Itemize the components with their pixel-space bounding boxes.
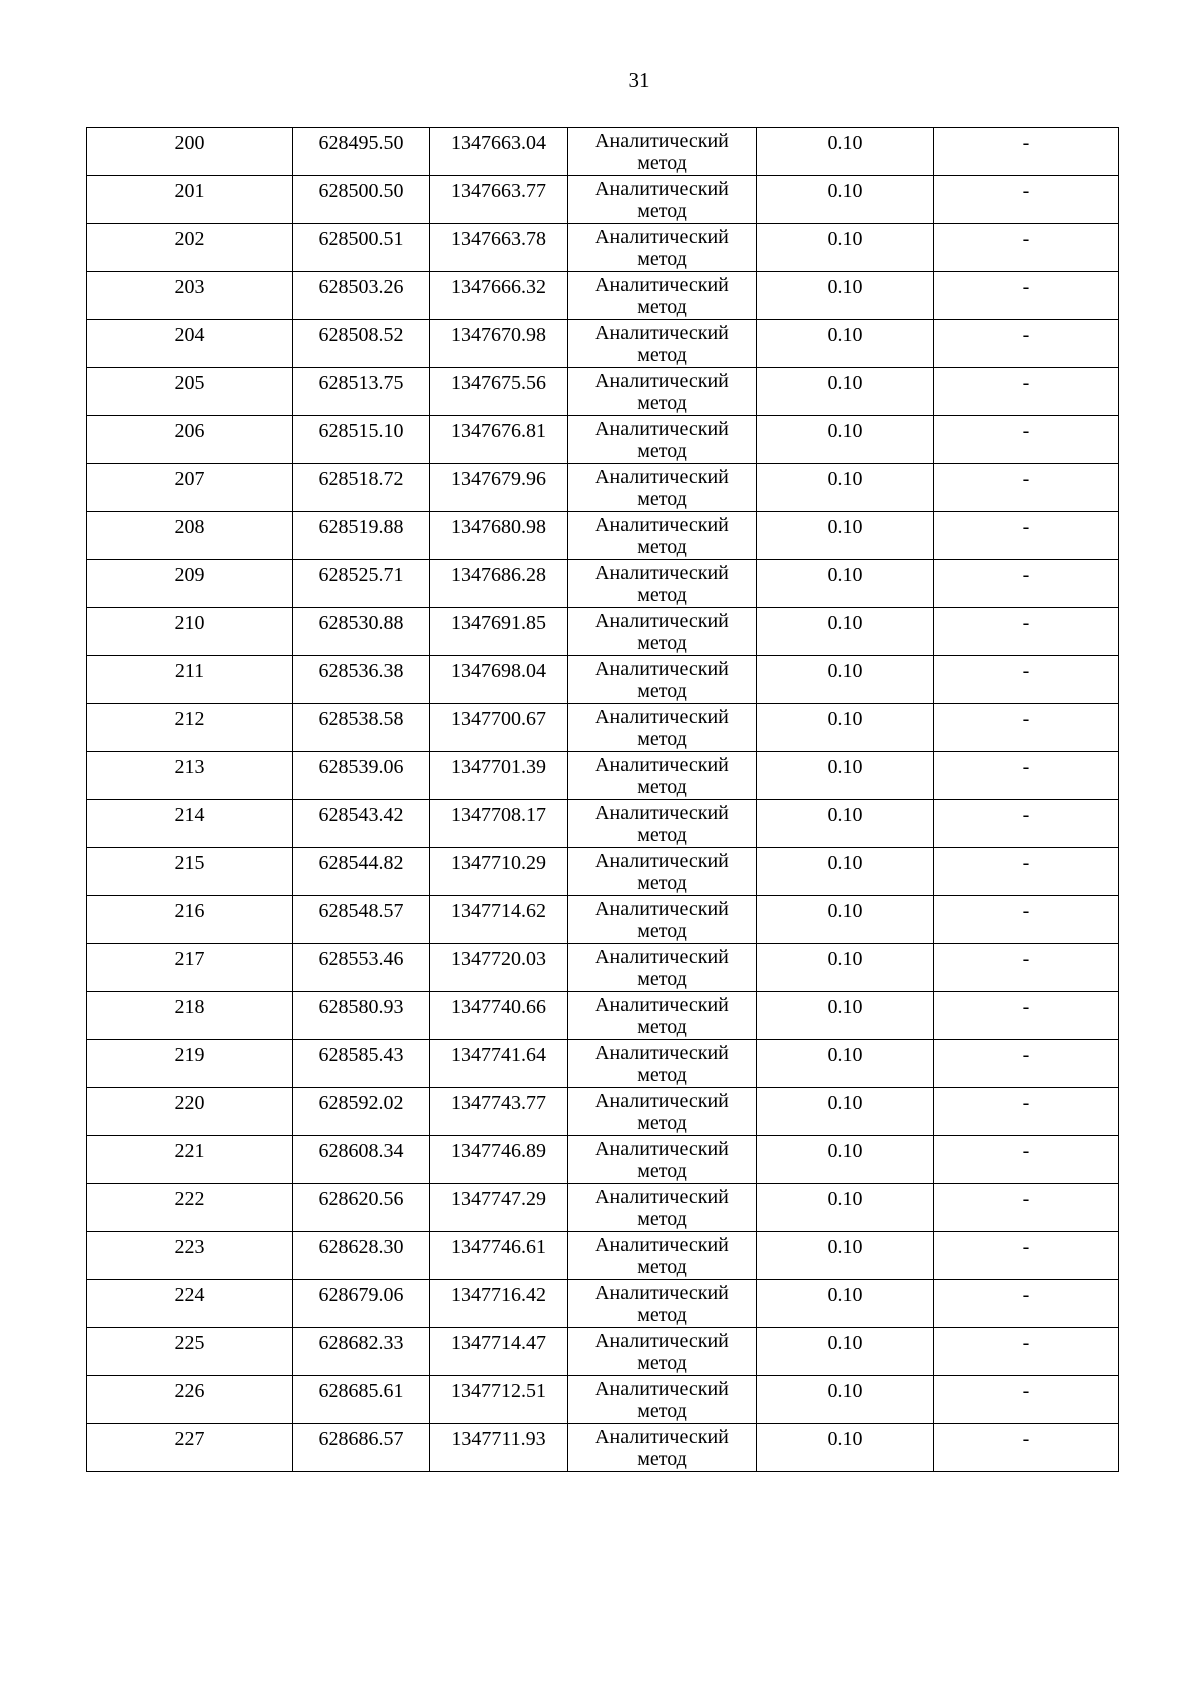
method-line-2: метод [637, 584, 687, 606]
method-line-1: Аналитический [595, 994, 729, 1016]
x-coordinate-cell: 628682.33 [293, 1328, 430, 1376]
table-row [87, 224, 1119, 272]
accuracy-cell: 0.10 [757, 944, 934, 992]
note-cell: - [934, 320, 1119, 368]
table-row [87, 1424, 1119, 1472]
method-cell [568, 464, 757, 512]
accuracy-cell: 0.10 [757, 1088, 934, 1136]
note-cell: - [934, 1040, 1119, 1088]
method-line-2: метод [637, 344, 687, 366]
point-number-cell: 219 [87, 1040, 293, 1088]
point-number-cell: 216 [87, 896, 293, 944]
note-cell: - [934, 608, 1119, 656]
method-line-1: Аналитический [595, 658, 729, 680]
accuracy-cell: 0.10 [757, 272, 934, 320]
table-row [87, 560, 1119, 608]
method-cell [568, 224, 757, 272]
x-coordinate-cell: 628500.51 [293, 224, 430, 272]
table-row [87, 1040, 1119, 1088]
table-row [87, 704, 1119, 752]
note-cell: - [934, 896, 1119, 944]
method-cell [568, 1040, 757, 1088]
method-line-1: Аналитический [595, 802, 729, 824]
x-coordinate-cell: 628513.75 [293, 368, 430, 416]
table-row [87, 800, 1119, 848]
method-cell [568, 1088, 757, 1136]
table-row [87, 992, 1119, 1040]
note-cell: - [934, 224, 1119, 272]
y-coordinate-cell: 1347720.03 [430, 944, 568, 992]
x-coordinate-cell: 628608.34 [293, 1136, 430, 1184]
note-cell: - [934, 416, 1119, 464]
accuracy-cell: 0.10 [757, 800, 934, 848]
y-coordinate-cell: 1347741.64 [430, 1040, 568, 1088]
table-row [87, 416, 1119, 464]
y-coordinate-cell: 1347747.29 [430, 1184, 568, 1232]
x-coordinate-cell: 628515.10 [293, 416, 430, 464]
point-number-cell: 203 [87, 272, 293, 320]
table-row [87, 176, 1119, 224]
table-row [87, 1232, 1119, 1280]
method-cell [568, 1376, 757, 1424]
y-coordinate-cell: 1347714.47 [430, 1328, 568, 1376]
note-cell: - [934, 848, 1119, 896]
coordinates-table-body [87, 128, 1119, 1472]
accuracy-cell: 0.10 [757, 320, 934, 368]
accuracy-cell: 0.10 [757, 224, 934, 272]
y-coordinate-cell: 1347710.29 [430, 848, 568, 896]
note-cell: - [934, 368, 1119, 416]
accuracy-cell: 0.10 [757, 368, 934, 416]
note-cell: - [934, 560, 1119, 608]
method-cell [568, 560, 757, 608]
method-line-2: метод [637, 680, 687, 702]
y-coordinate-cell: 1347663.78 [430, 224, 568, 272]
method-cell [568, 608, 757, 656]
point-number-cell: 224 [87, 1280, 293, 1328]
method-line-2: метод [637, 920, 687, 942]
method-cell [568, 656, 757, 704]
method-line-1: Аналитический [595, 130, 729, 152]
point-number-cell: 221 [87, 1136, 293, 1184]
method-line-1: Аналитический [595, 178, 729, 200]
method-cell [568, 1280, 757, 1328]
point-number-cell: 227 [87, 1424, 293, 1472]
point-number-cell: 206 [87, 416, 293, 464]
method-line-2: метод [637, 152, 687, 174]
method-line-2: метод [637, 1400, 687, 1422]
accuracy-cell: 0.10 [757, 656, 934, 704]
point-number-cell: 223 [87, 1232, 293, 1280]
method-cell [568, 1328, 757, 1376]
method-line-1: Аналитический [595, 274, 729, 296]
accuracy-cell: 0.10 [757, 704, 934, 752]
point-number-cell: 215 [87, 848, 293, 896]
method-line-1: Аналитический [595, 1378, 729, 1400]
x-coordinate-cell: 628580.93 [293, 992, 430, 1040]
y-coordinate-cell: 1347679.96 [430, 464, 568, 512]
x-coordinate-cell: 628592.02 [293, 1088, 430, 1136]
method-cell [568, 1136, 757, 1184]
table-row [87, 272, 1119, 320]
method-cell [568, 176, 757, 224]
method-line-1: Аналитический [595, 754, 729, 776]
y-coordinate-cell: 1347740.66 [430, 992, 568, 1040]
point-number-cell: 209 [87, 560, 293, 608]
note-cell: - [934, 1328, 1119, 1376]
x-coordinate-cell: 628543.42 [293, 800, 430, 848]
method-line-2: метод [637, 296, 687, 318]
point-number-cell: 201 [87, 176, 293, 224]
point-number-cell: 212 [87, 704, 293, 752]
method-line-2: метод [637, 1256, 687, 1278]
table-row [87, 848, 1119, 896]
accuracy-cell: 0.10 [757, 1232, 934, 1280]
note-cell: - [934, 1424, 1119, 1472]
method-line-2: метод [637, 200, 687, 222]
accuracy-cell: 0.10 [757, 1184, 934, 1232]
table-row [87, 1328, 1119, 1376]
note-cell: - [934, 1232, 1119, 1280]
y-coordinate-cell: 1347663.77 [430, 176, 568, 224]
point-number-cell: 213 [87, 752, 293, 800]
accuracy-cell: 0.10 [757, 1376, 934, 1424]
method-line-2: метод [637, 1448, 687, 1470]
method-cell [568, 1424, 757, 1472]
x-coordinate-cell: 628679.06 [293, 1280, 430, 1328]
point-number-cell: 205 [87, 368, 293, 416]
method-line-1: Аналитический [595, 562, 729, 584]
method-line-1: Аналитический [595, 226, 729, 248]
x-coordinate-cell: 628585.43 [293, 1040, 430, 1088]
accuracy-cell: 0.10 [757, 512, 934, 560]
method-line-1: Аналитический [595, 1282, 729, 1304]
method-line-2: метод [637, 968, 687, 990]
y-coordinate-cell: 1347676.81 [430, 416, 568, 464]
x-coordinate-cell: 628518.72 [293, 464, 430, 512]
table-row [87, 1376, 1119, 1424]
method-line-1: Аналитический [595, 1186, 729, 1208]
point-number-cell: 208 [87, 512, 293, 560]
method-line-2: метод [637, 1208, 687, 1230]
point-number-cell: 222 [87, 1184, 293, 1232]
x-coordinate-cell: 628525.71 [293, 560, 430, 608]
accuracy-cell: 0.10 [757, 464, 934, 512]
method-line-2: метод [637, 536, 687, 558]
table-row [87, 320, 1119, 368]
note-cell: - [934, 128, 1119, 176]
table-row [87, 464, 1119, 512]
note-cell: - [934, 1136, 1119, 1184]
note-cell: - [934, 464, 1119, 512]
note-cell: - [934, 752, 1119, 800]
table-row [87, 1136, 1119, 1184]
point-number-cell: 207 [87, 464, 293, 512]
method-line-2: метод [637, 632, 687, 654]
table-row [87, 1280, 1119, 1328]
method-cell [568, 128, 757, 176]
method-line-1: Аналитический [595, 946, 729, 968]
y-coordinate-cell: 1347714.62 [430, 896, 568, 944]
method-line-1: Аналитический [595, 370, 729, 392]
y-coordinate-cell: 1347663.04 [430, 128, 568, 176]
method-line-1: Аналитический [595, 322, 729, 344]
table-row [87, 1088, 1119, 1136]
accuracy-cell: 0.10 [757, 176, 934, 224]
y-coordinate-cell: 1347708.17 [430, 800, 568, 848]
point-number-cell: 202 [87, 224, 293, 272]
x-coordinate-cell: 628544.82 [293, 848, 430, 896]
x-coordinate-cell: 628539.06 [293, 752, 430, 800]
method-cell [568, 704, 757, 752]
method-cell [568, 752, 757, 800]
method-line-2: метод [637, 824, 687, 846]
accuracy-cell: 0.10 [757, 848, 934, 896]
x-coordinate-cell: 628620.56 [293, 1184, 430, 1232]
y-coordinate-cell: 1347670.98 [430, 320, 568, 368]
method-line-1: Аналитический [595, 610, 729, 632]
x-coordinate-cell: 628495.50 [293, 128, 430, 176]
note-cell: - [934, 1376, 1119, 1424]
x-coordinate-cell: 628519.88 [293, 512, 430, 560]
y-coordinate-cell: 1347746.61 [430, 1232, 568, 1280]
x-coordinate-cell: 628553.46 [293, 944, 430, 992]
accuracy-cell: 0.10 [757, 752, 934, 800]
note-cell: - [934, 656, 1119, 704]
method-cell [568, 800, 757, 848]
y-coordinate-cell: 1347666.32 [430, 272, 568, 320]
table-row [87, 944, 1119, 992]
y-coordinate-cell: 1347680.98 [430, 512, 568, 560]
method-line-1: Аналитический [595, 1090, 729, 1112]
method-cell [568, 992, 757, 1040]
accuracy-cell: 0.10 [757, 128, 934, 176]
point-number-cell: 225 [87, 1328, 293, 1376]
accuracy-cell: 0.10 [757, 1328, 934, 1376]
note-cell: - [934, 272, 1119, 320]
method-cell [568, 896, 757, 944]
method-line-2: метод [637, 392, 687, 414]
y-coordinate-cell: 1347701.39 [430, 752, 568, 800]
table-row [87, 896, 1119, 944]
accuracy-cell: 0.10 [757, 1424, 934, 1472]
x-coordinate-cell: 628538.58 [293, 704, 430, 752]
method-line-2: метод [637, 1304, 687, 1326]
x-coordinate-cell: 628686.57 [293, 1424, 430, 1472]
table-row [87, 512, 1119, 560]
method-line-1: Аналитический [595, 466, 729, 488]
method-cell [568, 368, 757, 416]
table-row [87, 128, 1119, 176]
x-coordinate-cell: 628536.38 [293, 656, 430, 704]
x-coordinate-cell: 628628.30 [293, 1232, 430, 1280]
y-coordinate-cell: 1347675.56 [430, 368, 568, 416]
point-number-cell: 214 [87, 800, 293, 848]
accuracy-cell: 0.10 [757, 1280, 934, 1328]
note-cell: - [934, 1184, 1119, 1232]
table-row [87, 752, 1119, 800]
note-cell: - [934, 992, 1119, 1040]
point-number-cell: 200 [87, 128, 293, 176]
y-coordinate-cell: 1347691.85 [430, 608, 568, 656]
note-cell: - [934, 800, 1119, 848]
y-coordinate-cell: 1347686.28 [430, 560, 568, 608]
x-coordinate-cell: 628500.50 [293, 176, 430, 224]
point-number-cell: 204 [87, 320, 293, 368]
method-line-1: Аналитический [595, 1426, 729, 1448]
note-cell: - [934, 704, 1119, 752]
y-coordinate-cell: 1347716.42 [430, 1280, 568, 1328]
method-line-1: Аналитический [595, 706, 729, 728]
note-cell: - [934, 512, 1119, 560]
y-coordinate-cell: 1347746.89 [430, 1136, 568, 1184]
note-cell: - [934, 944, 1119, 992]
method-line-2: метод [637, 728, 687, 750]
method-line-2: метод [637, 872, 687, 894]
x-coordinate-cell: 628685.61 [293, 1376, 430, 1424]
method-cell [568, 320, 757, 368]
method-line-2: метод [637, 1160, 687, 1182]
page-number: 31 [628, 68, 650, 92]
method-line-1: Аналитический [595, 1234, 729, 1256]
accuracy-cell: 0.10 [757, 1040, 934, 1088]
table-row [87, 1184, 1119, 1232]
method-line-2: метод [637, 248, 687, 270]
x-coordinate-cell: 628530.88 [293, 608, 430, 656]
y-coordinate-cell: 1347698.04 [430, 656, 568, 704]
point-number-cell: 217 [87, 944, 293, 992]
y-coordinate-cell: 1347743.77 [430, 1088, 568, 1136]
accuracy-cell: 0.10 [757, 1136, 934, 1184]
accuracy-cell: 0.10 [757, 992, 934, 1040]
method-line-2: метод [637, 1352, 687, 1374]
x-coordinate-cell: 628508.52 [293, 320, 430, 368]
method-line-2: метод [637, 1016, 687, 1038]
table-row [87, 368, 1119, 416]
method-line-1: Аналитический [595, 418, 729, 440]
method-cell [568, 416, 757, 464]
method-line-2: метод [637, 776, 687, 798]
x-coordinate-cell: 628548.57 [293, 896, 430, 944]
note-cell: - [934, 1088, 1119, 1136]
note-cell: - [934, 176, 1119, 224]
method-line-1: Аналитический [595, 1042, 729, 1064]
table-row [87, 608, 1119, 656]
method-line-2: метод [637, 1112, 687, 1134]
method-cell [568, 1232, 757, 1280]
point-number-cell: 226 [87, 1376, 293, 1424]
accuracy-cell: 0.10 [757, 416, 934, 464]
method-line-2: метод [637, 440, 687, 462]
method-cell [568, 1184, 757, 1232]
accuracy-cell: 0.10 [757, 560, 934, 608]
method-line-1: Аналитический [595, 1330, 729, 1352]
note-cell: - [934, 1280, 1119, 1328]
point-number-cell: 218 [87, 992, 293, 1040]
x-coordinate-cell: 628503.26 [293, 272, 430, 320]
method-line-1: Аналитический [595, 898, 729, 920]
method-cell [568, 944, 757, 992]
method-line-1: Аналитический [595, 514, 729, 536]
y-coordinate-cell: 1347711.93 [430, 1424, 568, 1472]
method-cell [568, 512, 757, 560]
method-line-1: Аналитический [595, 850, 729, 872]
method-cell [568, 848, 757, 896]
accuracy-cell: 0.10 [757, 608, 934, 656]
point-number-cell: 210 [87, 608, 293, 656]
accuracy-cell: 0.10 [757, 896, 934, 944]
method-line-2: метод [637, 1064, 687, 1086]
y-coordinate-cell: 1347700.67 [430, 704, 568, 752]
coordinates-table [86, 127, 1119, 1472]
method-line-1: Аналитический [595, 1138, 729, 1160]
method-line-2: метод [637, 488, 687, 510]
method-cell [568, 272, 757, 320]
point-number-cell: 220 [87, 1088, 293, 1136]
y-coordinate-cell: 1347712.51 [430, 1376, 568, 1424]
point-number-cell: 211 [87, 656, 293, 704]
table-row [87, 656, 1119, 704]
